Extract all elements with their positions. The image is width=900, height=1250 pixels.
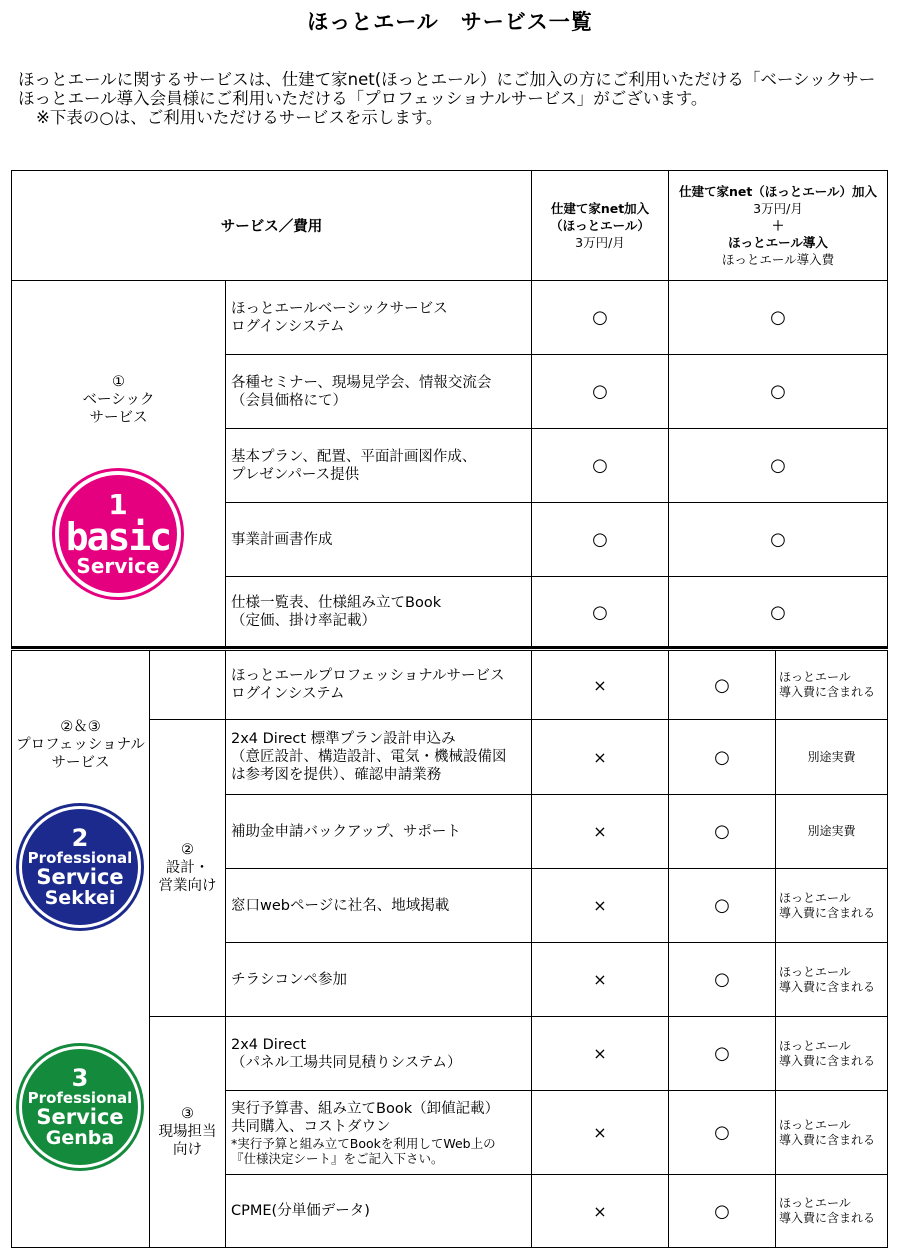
basic-row-2-c2: ○ xyxy=(668,354,888,429)
pro-row-4-note: ほっとエール 導入費に含まれる xyxy=(775,868,888,943)
pro-row-4-service: 窓口webページに社名、地域掲載 xyxy=(225,868,532,943)
service-table xyxy=(11,170,888,1248)
genba-subcat: ③ 現場担当 向け xyxy=(149,1016,226,1248)
intro-text xyxy=(18,70,900,127)
header-col2-line2: 3万円/月 xyxy=(753,201,803,216)
intro-note: ※下表の○は、ご利用いただけるサービスを示します。 xyxy=(36,108,443,127)
pro-row-2-c2: ○ xyxy=(668,719,776,795)
basic-cat-line1: ベーシック xyxy=(82,392,155,408)
pro-row-2-c1: × xyxy=(531,719,669,795)
header-service-fee: サービス／費用 xyxy=(11,170,532,281)
pro-row-7-note: ほっとエール 導入費に含まれる xyxy=(775,1090,888,1175)
basic-row-3-c1: ○ xyxy=(531,428,669,503)
pro-row-5-c1: × xyxy=(531,942,669,1017)
basic-row-4-c2: ○ xyxy=(668,502,888,577)
basic-row-1-c2: ○ xyxy=(668,280,888,355)
pro-row-1-c2: ○ xyxy=(668,650,776,720)
pro-row-1-service: ほっとエールプロフェッショナルサービス ログインシステム xyxy=(225,650,532,720)
pro-row-6-c1: × xyxy=(531,1016,669,1091)
page-title: ほっとエール サービス一覧 xyxy=(307,10,593,34)
header-col2-plus: ＋ xyxy=(771,218,785,233)
pro-row-5-service: チラシコンペ参加 xyxy=(225,942,532,1017)
basic-row-3-service: 基本プラン、配置、平面計画図作成、 プレゼンパース提供 xyxy=(225,428,532,503)
pro-row-3-c1: × xyxy=(531,794,669,869)
pro-row-8-c1: × xyxy=(531,1174,669,1248)
pro-row-1-c1: × xyxy=(531,650,669,720)
pro-row-6-service: 2x4 Direct （パネル工場共同見積りシステム） xyxy=(225,1016,532,1091)
basic-row-1-service: ほっとエールベーシックサービス ログインシステム xyxy=(225,280,532,355)
intro-line-1: ほっとエールに関するサービスは、仕建て家net(ほっとエール）にご加入の方にご利用いただける「ベーシックサー xyxy=(18,70,876,89)
pro-row-3-c2: ○ xyxy=(668,794,776,869)
header-col-intro xyxy=(668,170,888,281)
pro-row-7-c1: × xyxy=(531,1090,669,1175)
pro-row-8-note: ほっとエール 導入費に含まれる xyxy=(775,1174,888,1248)
pro-row-3-service: 補助金申請バックアップ、サポート xyxy=(225,794,532,869)
basic-cat-line2: サービス xyxy=(89,410,148,426)
pro-row-6-c2: ○ xyxy=(668,1016,776,1091)
pro-row-7-c2: ○ xyxy=(668,1090,776,1175)
section-divider xyxy=(11,646,888,649)
pro-row-4-c1: × xyxy=(531,868,669,943)
basic-row-1-c1: ○ xyxy=(531,280,669,355)
header-col2-line4: ほっとエール導入費 xyxy=(721,252,835,267)
basic-cat-num: ① xyxy=(112,374,125,390)
basic-category-cell xyxy=(11,280,226,648)
pro-row-6-note: ほっとエール 導入費に含まれる xyxy=(775,1016,888,1091)
basic-row-2-c1: ○ xyxy=(531,354,669,429)
pro-row-2-note: 別途実費 xyxy=(775,719,888,795)
header-col1-line3: 3万円/月 xyxy=(575,235,625,250)
basic-row-5-service: 仕様一覧表、仕様組み立てBook （定価、掛け率記載） xyxy=(225,576,532,648)
pro-cat-num: ②＆③ xyxy=(60,719,101,735)
basic-row-5-c1: ○ xyxy=(531,576,669,648)
basic-row-4-c1: ○ xyxy=(531,502,669,577)
header-col-net xyxy=(531,170,669,281)
pro-login-subcat xyxy=(149,650,226,720)
pro-category-cell xyxy=(11,650,150,1248)
basic-row-3-c2: ○ xyxy=(668,428,888,503)
header-col2-line3: ほっとエール導入 xyxy=(728,235,828,250)
pro-row-1-note: ほっとエール 導入費に含まれる xyxy=(775,650,888,720)
pro-row-7-service: 実行予算書、組み立てBook（卸値記載） 共同購入、コストダウン *実行予算と組み立てBookを利用してWeb上の 『仕様決定シート』をご記入下さい。 xyxy=(225,1090,532,1175)
pro-cat-line1: プロフェッショナル xyxy=(16,737,145,753)
basic-row-4-service: 事業計画書作成 xyxy=(225,502,532,577)
pro-row-8-c2: ○ xyxy=(668,1174,776,1248)
header-col1-line2: （ほっとエール） xyxy=(550,218,650,233)
basic-row-2-service: 各種セミナー、現場見学会、情報交流会 （会員価格にて） xyxy=(225,354,532,429)
basic-service-badge: 1 basic Service xyxy=(55,471,181,597)
sekkei-service-badge: 2 Professional Service Sekkei xyxy=(19,806,141,928)
pro-row-5-note: ほっとエール 導入費に含まれる xyxy=(775,942,888,1017)
pro-row-5-c2: ○ xyxy=(668,942,776,1017)
pro-row-2-service: 2x4 Direct 標準プラン設計申込み （意匠設計、構造設計、電気・機械設備図 は参考図を提供）、確認申請業務 xyxy=(225,719,532,795)
genba-service-badge: 3 Professional Service Genba xyxy=(19,1046,141,1168)
sekkei-subcat: ② 設計・ 営業向け xyxy=(149,719,226,1017)
basic-row-5-c2: ○ xyxy=(668,576,888,648)
pro-row-8-service: CPME(分単価データ) xyxy=(225,1174,532,1248)
pro-row-3-note: 別途実費 xyxy=(775,794,888,869)
intro-line-2: ほっとエール導入会員様にご利用いただける「プロフェッショナルサービス」がございます。 xyxy=(18,89,708,108)
header-col1-line1: 仕建て家net加入 xyxy=(550,201,650,216)
pro-row-4-c2: ○ xyxy=(668,868,776,943)
header-col2-line1: 仕建て家net（ほっとエール）加入 xyxy=(678,184,878,199)
pro-cat-line2: サービス xyxy=(51,755,110,771)
